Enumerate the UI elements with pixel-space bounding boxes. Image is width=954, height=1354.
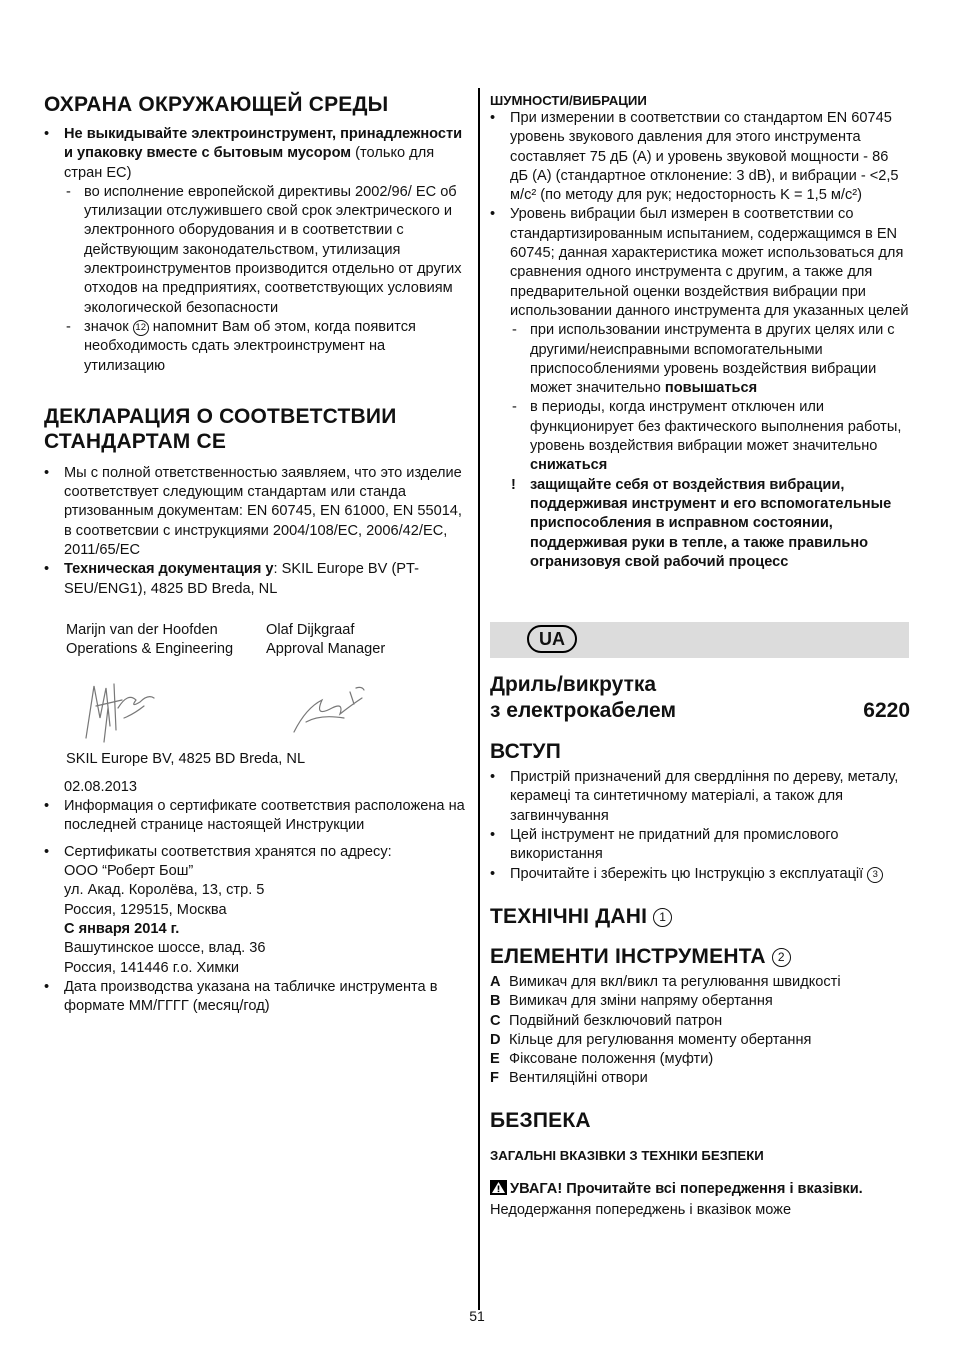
decl-bullet-2 bbox=[44, 560, 466, 599]
signatory-1-role: Operations & Engineering bbox=[66, 641, 234, 658]
env-list bbox=[44, 125, 466, 376]
part-key: A bbox=[490, 973, 501, 990]
noise-dash-1-bold: повышаться bbox=[664, 380, 758, 397]
noise-dash-2 bbox=[510, 398, 910, 475]
env-bullet-bold: Не выкидывайте электроинструмент, принадлежности и упаковку вместе с бытовым мусором bbox=[64, 126, 463, 162]
part-key: E bbox=[490, 1051, 500, 1068]
noise-dash-1 bbox=[510, 321, 910, 398]
intro-bullet-2: • Цей інструмент не придатний для промислового використання bbox=[490, 826, 910, 865]
env-bullet bbox=[44, 125, 466, 376]
cert-list bbox=[44, 843, 466, 1017]
elements-title bbox=[490, 944, 910, 969]
ref-number-1: 1 bbox=[653, 908, 672, 927]
part-text: Подвійний безключовий патрон bbox=[509, 1012, 723, 1029]
part-text: Кільце для регулювання моменту обертання bbox=[509, 1031, 812, 1048]
tech-title bbox=[490, 904, 910, 929]
elements-title-text: ЕЛЕМЕНТИ ІНСТРУМЕНТА bbox=[490, 944, 766, 968]
part-item bbox=[490, 1050, 910, 1069]
language-badge: UA bbox=[527, 625, 577, 653]
intro-list bbox=[490, 768, 910, 884]
intro-bullet-3 bbox=[490, 865, 910, 884]
signatory-1-name: Marijn van der Hoofden bbox=[66, 621, 218, 638]
signature-date: 02.08.2013 bbox=[64, 778, 138, 795]
part-item bbox=[490, 1069, 910, 1088]
part-item bbox=[490, 992, 910, 1011]
part-item bbox=[490, 973, 910, 992]
handwritten-signatures bbox=[44, 678, 466, 748]
cert-line-1: ООО “Роберт Бош” bbox=[64, 863, 194, 880]
part-key: F bbox=[490, 1070, 499, 1087]
parts-list bbox=[490, 973, 910, 1089]
noise-dash-2-pre: в периоды, когда инструмент отключен или функционирует без фактического выполнения работы, уровень воздействия вибрации может значительно bbox=[530, 399, 902, 455]
cert-intro: • Сертификаты соответствия хранятся по адресу: bbox=[64, 843, 392, 860]
warning-triangle-icon bbox=[490, 1180, 507, 1201]
cert-line-5: Вашутинское шоссе, влад. 36 bbox=[64, 940, 266, 957]
decl-list bbox=[44, 464, 466, 599]
ref-number-3: 3 bbox=[867, 867, 883, 883]
noise-bullet-2 bbox=[490, 205, 910, 572]
intro-title: ВСТУП bbox=[490, 740, 561, 764]
product-title bbox=[490, 672, 910, 724]
ref-number-2: 2 bbox=[772, 948, 791, 967]
cert-line-6: Россия, 141446 г.о. Химки bbox=[64, 959, 239, 976]
tech-title-text: ТЕХНІЧНІ ДАНІ bbox=[490, 904, 648, 928]
ref-number-12: 12 bbox=[133, 320, 149, 336]
intro-bullet-1: • Пристрій призначений для свердління по дереву, металу, керамеці та синтетичному матеріалі, а також для загвинчування bbox=[490, 768, 910, 826]
product-model: 6220 bbox=[863, 699, 910, 723]
left-column bbox=[44, 92, 466, 1016]
product-title-line2 bbox=[490, 698, 910, 724]
noise-dash-1-pre: при использовании инструмента в других целях или с другими/неисправными вспомогательными приспособлениями уровень воздействия вибрации может значительно bbox=[530, 322, 895, 397]
cert-line-3: Россия, 129515, Москва bbox=[64, 901, 227, 918]
cert-bullet bbox=[44, 843, 466, 978]
env-dash-2-post: напомнит Вам об этом, когда появится необходимость сдать электроинструмент на утилизацию bbox=[84, 318, 416, 374]
info-list bbox=[44, 797, 466, 836]
safety-warning-bold: УВАГА! Прочитайте всі попередження і вказівки. bbox=[510, 1180, 863, 1197]
decl-title bbox=[44, 404, 466, 454]
part-text: Вимикач для зміни напряму обертання bbox=[509, 993, 773, 1010]
env-dash-2-pre: значок bbox=[84, 318, 133, 335]
ce-mark: CE bbox=[196, 429, 227, 453]
decl-bullet-1: • Мы с полной ответственностью заявляем, что это изделие соответствует следующим стандартам или станда ртизованным документам: EN 60745, EN 61000, EN 55014, в соответсвии с инструкциями 2004/108/EC, 2006/42/EC, 2011/65/EC bbox=[44, 464, 466, 560]
noise-dash-list bbox=[510, 321, 910, 475]
env-bullet-rest: (только для стран ЕС) bbox=[64, 145, 435, 181]
signatory-2-role: Approval Manager bbox=[266, 641, 386, 658]
product-title-line2-text: з електрокабелем bbox=[490, 699, 676, 723]
env-dash-list bbox=[64, 183, 466, 376]
part-item bbox=[490, 1012, 910, 1031]
signatories bbox=[44, 621, 466, 660]
decl-bullet-2-rest: : SKIL Europe BV (PT-SEU/ENG1), 4825 BD Breda, NL bbox=[64, 561, 420, 597]
part-key: B bbox=[490, 993, 501, 1010]
signatory-2-name: Olaf Dijkgraaf bbox=[266, 621, 355, 638]
language-bar bbox=[490, 622, 909, 658]
safety-warning-rest: Недодержання попереджень і вказівок може bbox=[490, 1201, 792, 1218]
signatory-1 bbox=[66, 621, 266, 660]
safety-warning bbox=[490, 1180, 910, 1221]
signatures bbox=[44, 678, 466, 748]
noise-dash-2-bold: снижаться bbox=[530, 457, 608, 474]
part-key: C bbox=[490, 1012, 501, 1029]
company-address: SKIL Europe BV, 4825 BD Breda, NL bbox=[66, 750, 306, 767]
noise-title: ШУМНОСТИ/ВИБРАЦИИ bbox=[490, 93, 647, 108]
prod-date-bullet: • Дата производства указана на табличке инструмента в формате ММ/ГГГГ (месяц/год) bbox=[44, 978, 466, 1017]
product-title-line1: Дриль/викрутка bbox=[490, 673, 657, 697]
decl-title-line1: ДЕКЛАРАЦИЯ О СООТВЕТСТВИИ bbox=[44, 404, 397, 428]
safety-subtitle: ЗАГАЛЬНІ ВКАЗІВКИ З ТЕХНІКИ БЕЗПЕКИ bbox=[490, 1147, 764, 1163]
part-text: Вентиляційні отвори bbox=[509, 1070, 648, 1087]
column-divider bbox=[478, 88, 480, 1310]
decl-title-line2: СТАНДАРТАМ bbox=[44, 429, 191, 453]
env-dash-1: - во исполнение европейской директивы 2002/96/ ЕС об утилизации отслужившего свой срок электрического и электронного оборудования и в соответствии с действующим законодательством, утилизация электроинструментов производится отдельно от других отходов на предприятиях, соответствующих условиям экологической безопасности bbox=[64, 183, 466, 318]
info-bullet: • Информация о сертификате соответствия расположена на последней странице настоящей Инструкции bbox=[44, 797, 466, 836]
safety-title: БЕЗПЕКА bbox=[490, 1108, 591, 1132]
right-column bbox=[490, 92, 910, 1220]
env-title: ОХРАНА ОКРУЖАЮЩЕЙ СРЕДЫ bbox=[44, 93, 389, 116]
part-text: Фіксоване положення (муфти) bbox=[509, 1051, 714, 1068]
noise-list bbox=[490, 109, 910, 572]
intro-bullet-3-text: Прочитайте і збережіть цю Інструкцію з експлуатації bbox=[510, 865, 868, 882]
vibration-warning: ! защищайте себя от воздействия вибрации, поддерживая инструмент и его вспомогательные приспособления в исправном состоянии, поддерживая руки в тепле, а также правильно огранизовуя свой рабочий процесс bbox=[510, 476, 910, 572]
cert-line-4: С января 2014 г. bbox=[64, 920, 180, 937]
part-text: Вимикач для вкл/викл та регулювання швидкості bbox=[509, 973, 841, 990]
page-number: 51 bbox=[469, 1308, 485, 1324]
noise-bullet-1: • При измерении в соответствии со стандартом EN 60745 уровень звукового давления для этого инструмента составляет 75 дБ (A) и уровень звуковой мощности - 86 дБ (A) (стандартное отклонение: 3 dB), и вибрации - <2,5 м/с² (по методу для рук; недосторность K = 1,5 м/с²) bbox=[490, 109, 910, 205]
env-dash-2 bbox=[64, 318, 466, 376]
noise-bullet-2-text: Уровень вибрации был измерен в соответствии со стандартизированным испытанием, содержащимся в EN 60745; данная характеристика может использоваться для сравнения одного инструмента с другим, а также для предварительной оценки воздействия вибрации при использовании данного инструмента для указанных целей bbox=[510, 206, 909, 319]
part-item bbox=[490, 1031, 910, 1050]
cert-line-2: ул. Акад. Королёва, 13, стр. 5 bbox=[64, 882, 265, 899]
decl-bullet-2-bold: Техническая документация у bbox=[64, 561, 274, 578]
part-key: D bbox=[490, 1031, 501, 1048]
signatory-2 bbox=[266, 621, 466, 660]
